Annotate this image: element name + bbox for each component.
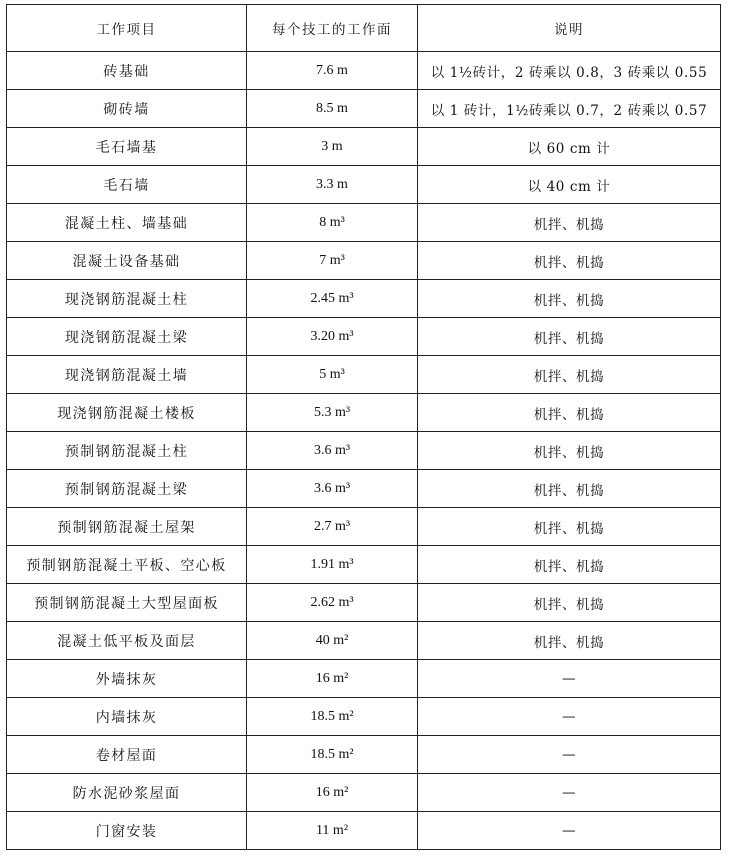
work-item-cell: 预制钢筋混凝土梁 — [7, 470, 247, 508]
note-cell: 机拌、机捣 — [418, 546, 721, 584]
note-cell: — — [418, 812, 721, 850]
note-cell: 以 1 砖计，1½砖乘以 0.7，2 砖乘以 0.57 — [418, 90, 721, 128]
table-row — [7, 774, 721, 812]
workface-cell: 16 m² — [247, 660, 418, 698]
work-item-cell: 卷材屋面 — [7, 736, 247, 774]
workface-cell: 7.6 m — [247, 52, 418, 90]
note-cell: 机拌、机捣 — [418, 622, 721, 660]
table-row — [7, 584, 721, 622]
workface-cell: 2.62 m³ — [247, 584, 418, 622]
header-workface: 每个技工的工作面 — [247, 5, 418, 52]
note-cell: 机拌、机捣 — [418, 584, 721, 622]
work-item-cell: 混凝土设备基础 — [7, 242, 247, 280]
workface-cell: 1.91 m³ — [247, 546, 418, 584]
workface-cell: 3.3 m — [247, 166, 418, 204]
work-item-cell: 毛石墙 — [7, 166, 247, 204]
workface-cell: 3.6 m³ — [247, 470, 418, 508]
workface-cell: 2.45 m³ — [247, 280, 418, 318]
workface-cell: 3.6 m³ — [247, 432, 418, 470]
table-row — [7, 394, 721, 432]
work-item-cell: 混凝土柱、墙基础 — [7, 204, 247, 242]
work-item-cell: 预制钢筋混凝土大型屋面板 — [7, 584, 247, 622]
table-row — [7, 128, 721, 166]
work-item-cell: 混凝土低平板及面层 — [7, 622, 247, 660]
table-row — [7, 508, 721, 546]
workface-cell: 3 m — [247, 128, 418, 166]
table-row — [7, 432, 721, 470]
table-row — [7, 52, 721, 90]
work-item-cell: 防水泥砂浆屋面 — [7, 774, 247, 812]
workface-cell: 40 m² — [247, 622, 418, 660]
table-container — [6, 4, 721, 850]
workface-cell: 16 m² — [247, 774, 418, 812]
header-note: 说明 — [418, 5, 721, 52]
work-item-cell: 砖基础 — [7, 52, 247, 90]
note-cell: — — [418, 774, 721, 812]
work-item-cell: 预制钢筋混凝土柱 — [7, 432, 247, 470]
table-row — [7, 280, 721, 318]
table-row — [7, 318, 721, 356]
table-row — [7, 470, 721, 508]
workface-cell: 18.5 m² — [247, 698, 418, 736]
note-cell: 机拌、机捣 — [418, 242, 721, 280]
work-item-cell: 外墙抹灰 — [7, 660, 247, 698]
workface-cell: 5.3 m³ — [247, 394, 418, 432]
table-row — [7, 242, 721, 280]
work-item-cell: 门窗安装 — [7, 812, 247, 850]
table-body — [7, 52, 721, 850]
workface-cell: 3.20 m³ — [247, 318, 418, 356]
note-cell: 机拌、机捣 — [418, 318, 721, 356]
note-cell: 机拌、机捣 — [418, 508, 721, 546]
note-cell: 机拌、机捣 — [418, 394, 721, 432]
table-row — [7, 698, 721, 736]
note-cell: 机拌、机捣 — [418, 432, 721, 470]
table-row — [7, 90, 721, 128]
note-cell: — — [418, 736, 721, 774]
header-row — [7, 5, 721, 52]
note-cell: 以 40 cm 计 — [418, 166, 721, 204]
workface-cell: 2.7 m³ — [247, 508, 418, 546]
note-cell: 机拌、机捣 — [418, 204, 721, 242]
table-header — [7, 5, 721, 52]
work-item-cell: 现浇钢筋混凝土柱 — [7, 280, 247, 318]
workface-cell: 7 m³ — [247, 242, 418, 280]
table-row — [7, 204, 721, 242]
workface-cell: 11 m² — [247, 812, 418, 850]
work-item-cell: 毛石墙基 — [7, 128, 247, 166]
note-cell: 机拌、机捣 — [418, 470, 721, 508]
workface-cell: 8.5 m — [247, 90, 418, 128]
note-cell: 机拌、机捣 — [418, 356, 721, 394]
work-item-cell: 内墙抹灰 — [7, 698, 247, 736]
note-cell: 机拌、机捣 — [418, 280, 721, 318]
work-item-cell: 预制钢筋混凝土平板、空心板 — [7, 546, 247, 584]
table-row — [7, 166, 721, 204]
table-row — [7, 736, 721, 774]
table-row — [7, 546, 721, 584]
workface-table — [6, 4, 721, 850]
work-item-cell: 砌砖墙 — [7, 90, 247, 128]
table-row — [7, 356, 721, 394]
workface-cell: 18.5 m² — [247, 736, 418, 774]
note-cell: — — [418, 660, 721, 698]
work-item-cell: 现浇钢筋混凝土梁 — [7, 318, 247, 356]
note-cell: 以 1½砖计，2 砖乘以 0.8，3 砖乘以 0.55 — [418, 52, 721, 90]
workface-cell: 5 m³ — [247, 356, 418, 394]
header-work-item: 工作项目 — [7, 5, 247, 52]
work-item-cell: 现浇钢筋混凝土楼板 — [7, 394, 247, 432]
work-item-cell: 预制钢筋混凝土屋架 — [7, 508, 247, 546]
work-item-cell: 现浇钢筋混凝土墙 — [7, 356, 247, 394]
note-cell: 以 60 cm 计 — [418, 128, 721, 166]
table-row — [7, 812, 721, 850]
note-cell: — — [418, 698, 721, 736]
table-row — [7, 660, 721, 698]
workface-cell: 8 m³ — [247, 204, 418, 242]
table-row — [7, 622, 721, 660]
